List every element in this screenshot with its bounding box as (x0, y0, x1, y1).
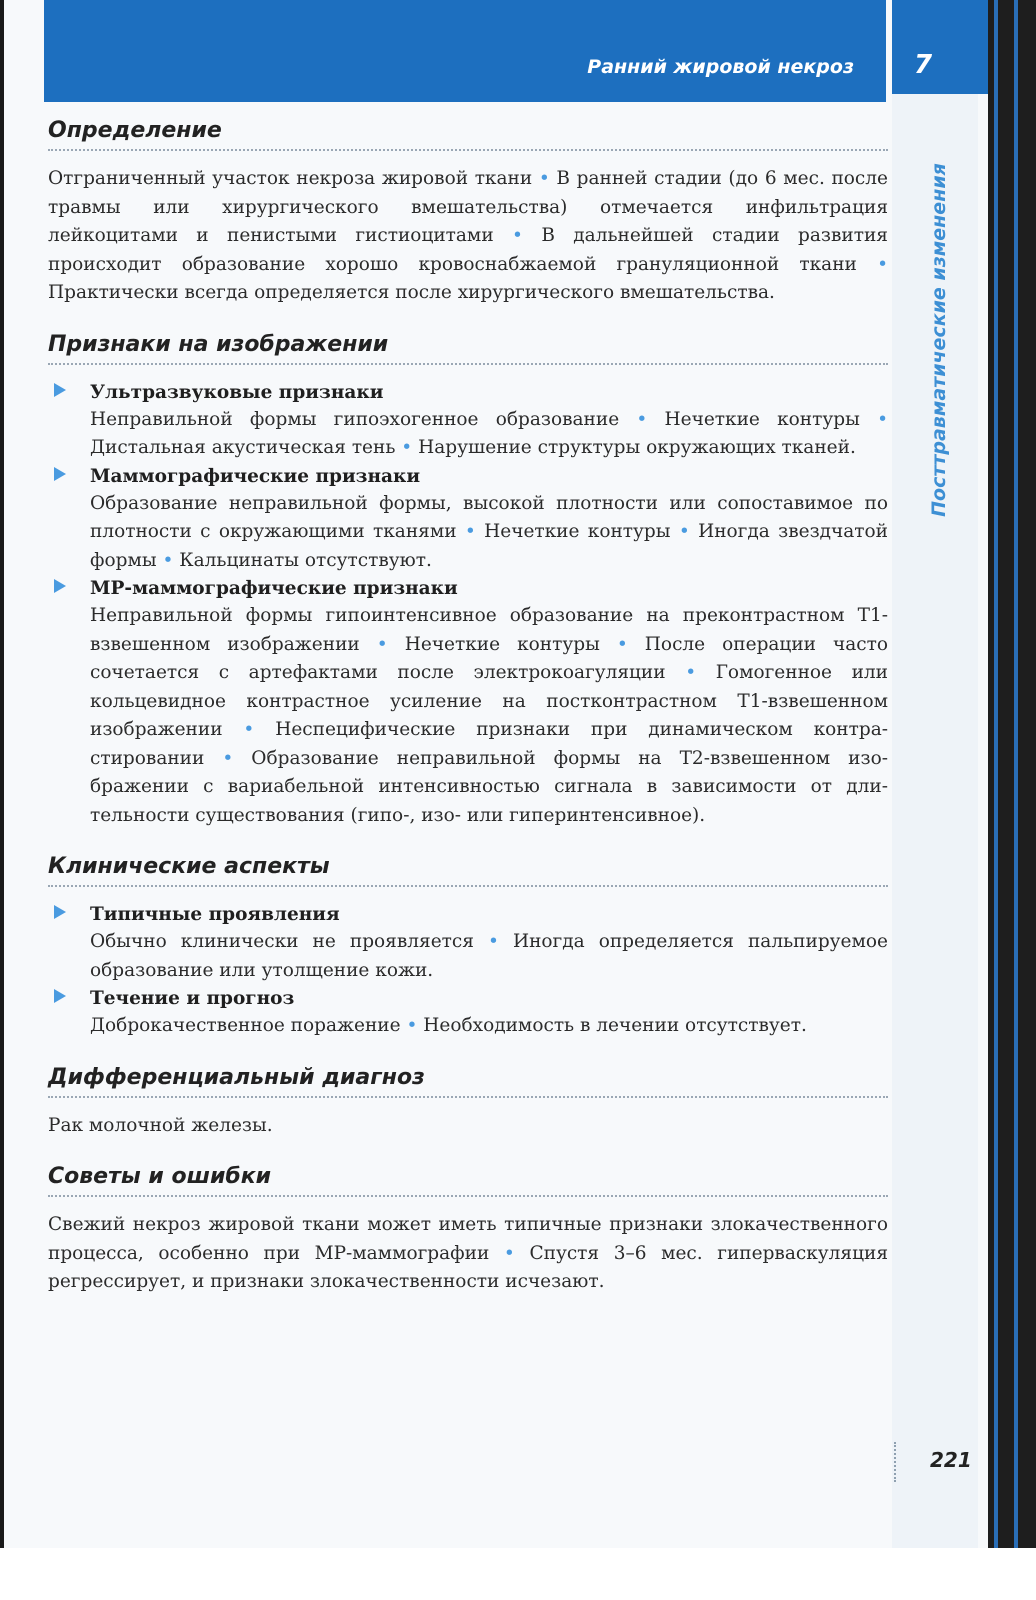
list-item (48, 575, 888, 830)
side-title-wrap (922, 112, 956, 568)
sentence: Иногда определяется пальпируемое образование или утолщение кожи. (90, 931, 888, 981)
list-item (48, 985, 888, 1041)
bullet-dot: • (877, 253, 888, 275)
bullet-dot: • (538, 168, 550, 189)
sentence: Кальцинаты отсутствуют. (179, 549, 432, 571)
sentence: Необходимость в лечении отсутствует. (423, 1015, 807, 1036)
edge-stripe (994, 0, 998, 1548)
section-definition (48, 118, 888, 308)
edge-stripe (1014, 0, 1018, 1548)
sentence: Дистальная акустическая тень (90, 437, 396, 458)
item-title: Ультразвуковые признаки (90, 381, 384, 403)
bullet-dot: • (877, 408, 888, 430)
chapter-number: 7 (914, 50, 933, 80)
sentence: В дальнейшей стадии развития происходит образование хорошо кровоснабжаемой грануляционной ткани (48, 225, 888, 275)
bullet-dot: • (406, 1015, 418, 1036)
section-heading: Дифференциальный диагноз (48, 1065, 888, 1098)
item-title: Маммографические признаки (90, 465, 421, 487)
paragraph (48, 1211, 888, 1297)
item-text (90, 1012, 888, 1041)
item-text (90, 928, 888, 985)
bullet-dot: • (616, 633, 628, 655)
item-text (90, 602, 888, 830)
section-differential (48, 1065, 888, 1141)
sentence: Неправильной формы гипоинтенсивное образование на преконтрастном T1-взвешенном изображении (90, 605, 888, 655)
chapter-tab (892, 0, 988, 94)
sentence: Обычно клинически не проявляется (90, 931, 474, 952)
sentence: Неспецифические признаки при динамическом контрастировании (90, 719, 888, 769)
sentence: В ранней стадии (до 6 мес. после травмы или хирургического вмешательства) отмечается инфильтрация лейкоцитами и пенистыми гистиоцитами (48, 168, 888, 246)
bullet-dot: • (464, 521, 476, 542)
item-text (90, 490, 888, 576)
running-title: Ранний жировой некроз (587, 56, 854, 78)
triangle-arrow-icon (54, 905, 66, 919)
section-heading: Признаки на изображении (48, 332, 888, 365)
sentence: Нечеткие контуры (404, 633, 600, 655)
item-title: Типичные проявления (90, 904, 340, 925)
section-heading: Определение (48, 118, 888, 151)
triangle-arrow-icon (54, 989, 66, 1003)
sentence: Свежий некроз жировой ткани может иметь типичные признаки злокачественного процесса, особенно при МР-маммографии (48, 1214, 888, 1264)
sentence: Нарушение структуры окружающих тканей. (418, 437, 856, 458)
sentence: Спустя 3–6 мес. гиперваскуляция регрессирует, и признаки злокачественности исчезают. (48, 1242, 888, 1292)
bullet-dot: • (512, 225, 523, 246)
sentence: Практически всегда определяется после хирургического вмешательства. (48, 282, 775, 303)
header-band (44, 0, 886, 102)
paragraph (48, 165, 888, 308)
section-clinical (48, 854, 888, 1041)
item-list (48, 379, 888, 831)
section-heading: Клинические аспекты (48, 854, 888, 887)
sentence: Отграниченный участок некроза жировой ткани (48, 168, 533, 189)
bullet-dot: • (636, 408, 648, 430)
list-item (48, 463, 888, 576)
item-title: Течение и прогноз (90, 988, 295, 1009)
section-imaging (48, 332, 888, 831)
bullet-dot: • (503, 1242, 515, 1264)
section-tips (48, 1164, 888, 1297)
bullet-dot: • (487, 931, 499, 952)
bullet-dot: • (376, 633, 388, 655)
sentence: Нечеткие контуры (484, 521, 671, 542)
triangle-arrow-icon (54, 467, 66, 481)
item-list (48, 901, 888, 1041)
scan-margin (0, 1548, 1036, 1600)
sentence: Образование неправильной формы, высокой плотности или сопоставимое по плотности с окружающими тканями (90, 492, 888, 542)
sentence: Иногда звездчатой формы (90, 521, 889, 571)
list-item (48, 901, 888, 985)
item-title: МР-маммографические признаки (90, 578, 458, 599)
book-spine-edge (988, 0, 1036, 1548)
bullet-dot: • (685, 662, 697, 683)
side-title: Посттравматические изменения (928, 163, 950, 517)
section-heading: Советы и ошибки (48, 1164, 888, 1197)
sentence: После операции часто сочетается с артефактами после электрокоагуляции (90, 633, 889, 683)
bullet-dot: • (401, 437, 413, 458)
bullet-dot: • (243, 719, 255, 740)
page-number: 221 (930, 1448, 972, 1472)
item-text (90, 406, 888, 463)
triangle-arrow-icon (54, 383, 66, 397)
sentence: Образование неправильной формы на T2-взвешенном изображении с вариабельной интенсивностью сигнала в зависимости от длительности существования (гипо-, изо- или гиперинтенсивное). (90, 747, 888, 826)
bullet-dot: • (162, 549, 174, 571)
sentence: Неправильной формы гипоэхогенное образование (90, 408, 620, 430)
bullet-dot: • (222, 747, 234, 769)
book-page (4, 0, 988, 1548)
sentence: Доброкачественное поражение (90, 1015, 401, 1036)
folio-divider (894, 1442, 896, 1482)
sentence: Нечеткие контуры (664, 408, 860, 430)
triangle-arrow-icon (54, 579, 66, 593)
sentence: Гомогенное или кольцевидное контрастное усиление на постконтрастном T1-взвешенном изображении (90, 662, 888, 740)
main-content (48, 118, 888, 1321)
paragraph: Рак молочной железы. (48, 1114, 273, 1136)
list-item (48, 379, 888, 463)
bullet-dot: • (678, 521, 690, 542)
